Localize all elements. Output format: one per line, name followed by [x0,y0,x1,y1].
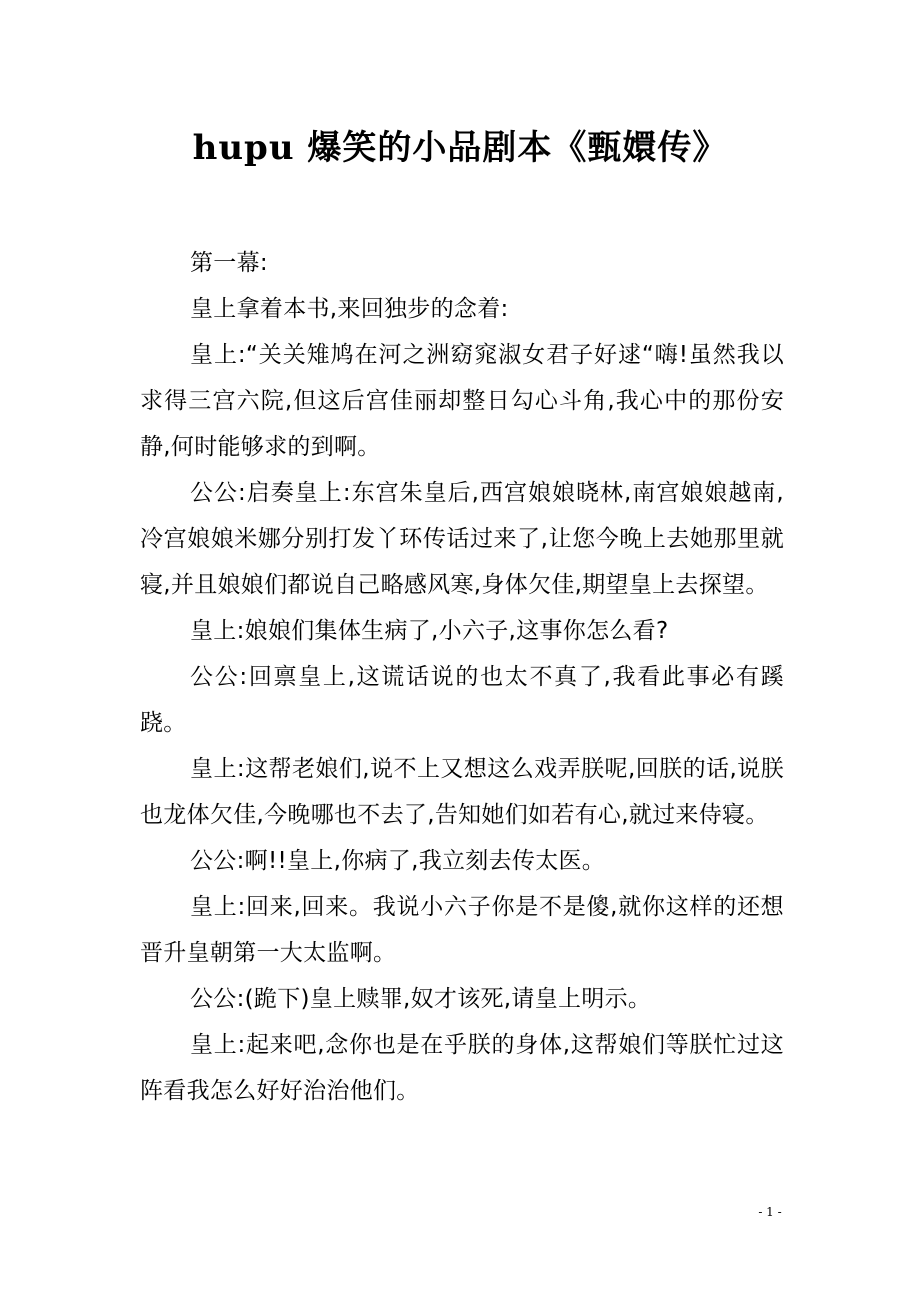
paragraph-dialogue: 公公:啊!!皇上,你病了,我立刻去传太医。 [190,848,606,874]
paragraph-dialogue: 皇上:这帮老娘们,说不上又想这么戏弄朕呢,回朕的话,说朕也龙体欠佳,今晚哪也不去了,告知她们如若有心,就过来侍寝。 [140,756,784,828]
paragraph-dialogue: 公公:(跪下)皇上赎罪,奴才该死,请皇上明示。 [190,986,652,1012]
paragraph-dialogue: 皇上:起来吧,念你也是在乎朕的身体,这帮娘们等朕忙过这阵看我怎么好好治治他们。 [140,1032,784,1104]
paragraph-dialogue: 皇上:娘娘们集体生病了,小六子,这事你怎么看? [190,618,669,644]
paragraph-dialogue: 公公:回禀皇上,这谎话说的也太不真了,我看此事必有蹊跷。 [140,664,784,736]
page-number: - 1 - [758,1205,782,1219]
paragraph-act-heading: 第一幕: [190,250,268,276]
paragraph-dialogue: 皇上:回来,回来。我说小六子你是不是傻,就你这样的还想晋升皇朝第一大太监啊。 [140,894,784,966]
paragraph-dialogue: 皇上:“关关雉鸠在河之洲窈窕淑女君子好逑“嗨!虽然我以求得三宫六院,但这后宫佳丽却整日勾心斗角,我心中的那份安静,何时能够求的到啊。 [140,342,784,460]
paragraph-dialogue: 公公:启奏皇上:东宫朱皇后,西宫娘娘晓林,南宫娘娘越南,冷宫娘娘米娜分别打发丫环传话过来了,让您今晚上去她那里就寝,并且娘娘们都说自己略感风寒,身体欠佳,期望皇上去探望。 [140,480,784,598]
paragraph-stage-direction: 皇上拿着本书,来回独步的念着: [190,296,509,322]
document-title: hupu 爆笑的小品剧本《甄嬛传》 [192,128,728,168]
document-body [140,240,784,1114]
